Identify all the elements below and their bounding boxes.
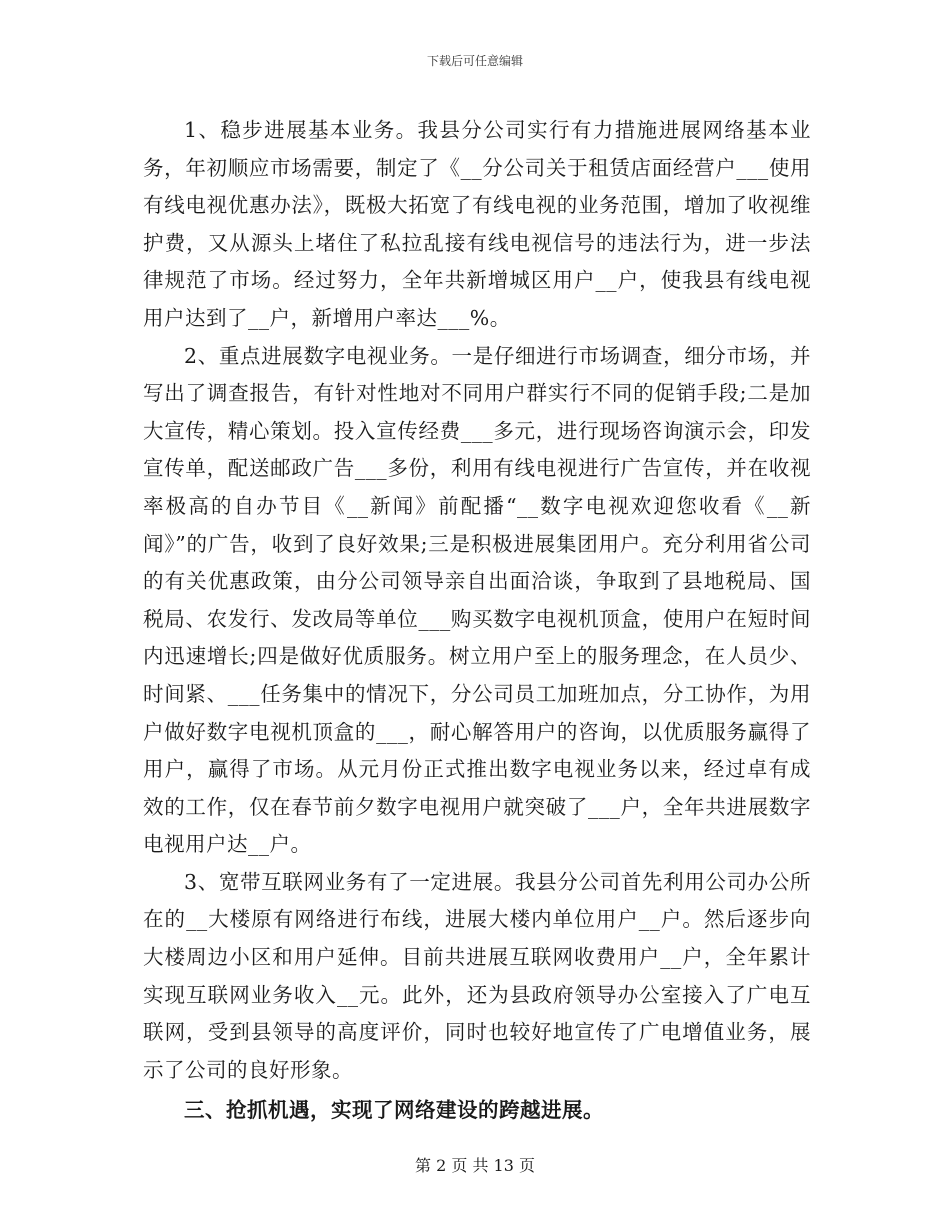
page-header: 下载后可任意编辑 xyxy=(426,54,523,68)
page-number-footer: 第 2 页 共 13 页 xyxy=(415,1156,535,1175)
paragraph-broadband-internet: 3、宽带互联网业务有了一定进展。我县分公司首先利用公司办公所在的__大楼原有网络进行布线，进展大楼内单位用户__户。然后逐步向大楼周边小区和用户延伸。目前共进展互联网收费用户__户，全年累计实现互联网业务收入__元。此外，还为县政府领导办公室接入了广电互联网，受到县领导的高度评价，同时也较好地宣传了广电增值业务，展示了公司的良好形象。 xyxy=(143,869,811,1082)
paragraph-basic-business: 1、稳步进展基本业务。我县分公司实行有力措施进展网络基本业务，年初顺应市场需要，制定了《__分公司关于租赁店面经营户___使用有线电视优惠办法》，既极大拓宽了有线电视的业务范围，增加了收视维护费，又从源头上堵住了私拉乱接有线电视信号的违法行为，进一步法律规范了市场。经过努力，全年共新增城区用户__户，使我县有线电视用户达到了__户，新增用户率达___%。 xyxy=(143,118,811,330)
paragraph-digital-tv-business: 2、重点进展数字电视业务。一是仔细进行市场调查，细分市场，并写出了调查报告，有针对性地对不同用户群实行不同的促销手段;二是加大宣传，精心策划。投入宣传经费___多元，进行现场咨询演示会，印发宣传单，配送邮政广告___多份，利用有线电视进行广告宣传，并在收视率极高的自办节目《__新闻》前配播“__数字电视欢迎您收看《__新闻》”的广告，收到了良好效果;三是积极进展集团用户。充分利用省公司的有关优惠政策，由分公司领导亲自出面洽谈，争取到了县地税局、国税局、农发行、发改局等单位___购买数字电视机顶盒，使用户在短时间内迅速增长;四是做好优质服务。树立用户至上的服务理念，在人员少、时间紧、___任务集中的情况下，分公司员工加班加点，分工协作，为用户做好数字电视机顶盒的___，耐心解答用户的咨询，以优质服务赢得了用户，赢得了市场。从元月份正式推出数字电视业务以来，经过卓有成效的工作，仅在春节前夕数字电视用户就突破了___户，全年共进展数字电视用户达__户。 xyxy=(143,343,811,857)
document-body xyxy=(143,112,811,1130)
section-heading: 三、抢抓机遇，实现了网络建设的跨越进展。 xyxy=(184,1098,604,1123)
